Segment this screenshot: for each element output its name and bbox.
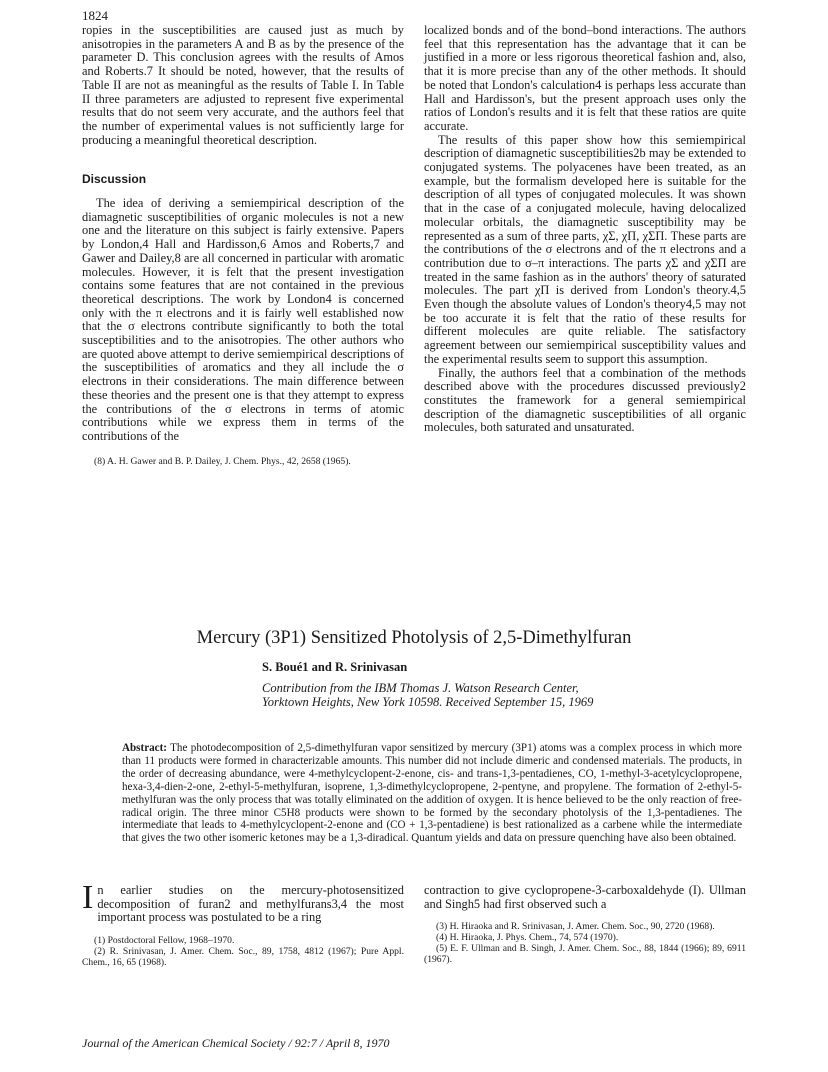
right-column [424,24,746,435]
body-paragraph: localized bonds and of the bond–bond interactions. The authors feel that this representation has the advantage that it can be justified in a more or less rigorous theoretical fashion and, also, that it is more precise than any of the other methods. It should be noted that London's calculation4 is perhaps less accurate than Hall and Hardisson's, but the present approach uses only the ratios of London's results and it is felt that these ratios are quite accurate. [424,23,746,133]
footnotes-left [82,935,404,968]
page-number: 1824 [82,8,108,23]
footnote: (3) H. Hiraoka and R. Srinivasan, J. Amer. Chem. Soc., 90, 2720 (1968). [436,921,715,933]
intro-right-column [424,884,746,965]
body-paragraph: ropies in the susceptibilities are caused just as much by anisotropies in the parameters A and B as by the presence of the parameter D. This conclusion agrees with the results of Amos and Roberts.7 It should be noted, however, that the results of Table II are not as meaningful as the results of Table I. In Table II three parameters are adjusted to represent five experimental results that do not seem very accurate, and the authors feel that the number of experimental values is not sufficiently large for producing a meaningful theoretical description. [82,23,404,147]
footnotes-right [424,921,746,965]
discussion-paragraph: The idea of deriving a semiempirical description of the diamagnetic susceptibilities of organic molecules is not a new one and the literature on this subject is fairly extensive. Papers by London,4 Hall and Hardisson,6 Amos and Roberts,7 and Gawer and Dailey,8 are all concerned in particular with aromatic molecules. However, it is felt that the present investigation contains some features that are not contained in the previous theoretical descriptions. The work by London4 is concerned only with the π electrons and it is fairly well established now that the σ electrons contribute significantly to both the total susceptibilities and to the anisotropies. The other authors who are quoted above attempt to derive semiempirical descriptions of the susceptibilities of aromatics and they all include the σ electrons in their considerations. The main difference between these theories and the present one is that they attempt to express the contributions of the σ electrons in terms of atomic contributions while we express them in terms of the contributions of the [82,196,404,443]
affiliation-line: Contribution from the IBM Thomas J. Watson Research Center, [262,681,579,695]
footnote: (1) Postdoctoral Fellow, 1968–1970. [94,935,235,947]
abstract-label: Abstract: [122,742,167,754]
footnote: (2) R. Srinivasan, J. Amer. Chem. Soc., 89, 1758, 4812 (1967); Pure Appl. Chem., 16, 65 (1968). [82,946,404,969]
discussion-heading: Discussion [82,172,147,187]
article-authors: S. Boué1 and R. Srinivasan [262,660,408,674]
body-paragraph: The results of this paper show how this semiempirical description of diamagnetic susceptibilities2b may be extended to conjugated systems. The polyacenes have been treated, as an example, but the formalism developed here is suitable for the description of all types of conjugated molecules. It was shown that in the case of a conjugated molecule, having delocalized molecular orbitals, the diamagnetic susceptibility may be represented as a sum of three parts, χΣ, χΠ, χΣΠ. These parts are the contributions of the σ electrons and of the π electrons and a contribution due to σ–π interactions. The parts χΣ and χΣΠ are treated in the same fashion as in the authors' theory of saturated molecules. The part χΠ is derived from London's theory.4,5 Even though the absolute values of London's theory4,5 may not be too accurate it is felt that the ratio of these results for different molecules are quite reliable. The satisfactory agreement between our semiempirical susceptibility values and the experimental results seem to support this assumption. [424,132,746,366]
body-paragraph: Finally, the authors feel that a combination of the methods described above with the procedures discussed previously2 constitutes the framework for a general semiempirical description of the diamagnetic susceptibilities of all organic molecules, both saturated and unsaturated. [424,365,746,435]
abstract-text: The photodecomposition of 2,5-dimethylfuran vapor sensitized by mercury (3P1) atoms was a complex process in which more than 11 products were formed in characterizable amounts. This number did not include dimeric and condensed materials. The products, in the order of decreasing abundance, were 4-methylcyclopent-2-enone, cis- and trans-1,3-pentadienes, CO, 1-methyl-3-acetylcyclopropene, hexa-3,4-dien-2-one, 2-ethyl-5-methylfuran, isoprene, 1,3-dimethylcyclopropene, 2-pentyne, and propylene. The formation of 2-ethyl-5-methylfuran was the only process that was totally eliminated on the addition of oxygen. It is hence believed to be the only reaction of free-radical origin. The three minor C5H8 products were shown to be formed by the secondary photolysis of the 1,3-pentadienes. The intermediate that leads to 4-methylcyclopent-2-enone and (CO + 1,3-pentadiene) is best rationalized as a carbene while the intermediate that gives the two other isomeric ketones may be a 1,3-diradical. Quantum yields and data on pressure quenching have also been obtained. [122,742,742,845]
article-affiliation [262,681,593,709]
journal-footer: Journal of the American Chemical Society / 92:7 / April 8, 1970 [82,1036,390,1050]
left-column [82,24,404,467]
footnote: (8) A. H. Gawer and B. P. Dailey, J. Chem. Phys., 42, 2658 (1965). [94,455,351,467]
abstract [122,742,742,845]
intro-text: n earlier studies on the mercury-photosensitized decomposition of furan2 and methylfurans3,4 the most important process was postulated to be a ring [97,883,404,925]
drop-cap: I [82,879,94,916]
footnote: (5) E. F. Ullman and B. Singh, J. Amer. Chem. Soc., 88, 1844 (1966); 89, 6911 (1967). [424,943,746,966]
intro-text: contraction to give cyclopropene-3-carboxaldehyde (I). Ullman and Singh5 had first observed such a [424,883,746,911]
intro-left-column [82,879,404,969]
footnote: (4) H. Hiraoka, J. Phys. Chem., 74, 574 (1970). [436,932,619,944]
article-title: Mercury (3P1) Sensitized Photolysis of 2,5-Dimethylfuran [196,628,632,648]
affiliation-line: Yorktown Heights, New York 10598. Received September 15, 1969 [262,695,594,709]
